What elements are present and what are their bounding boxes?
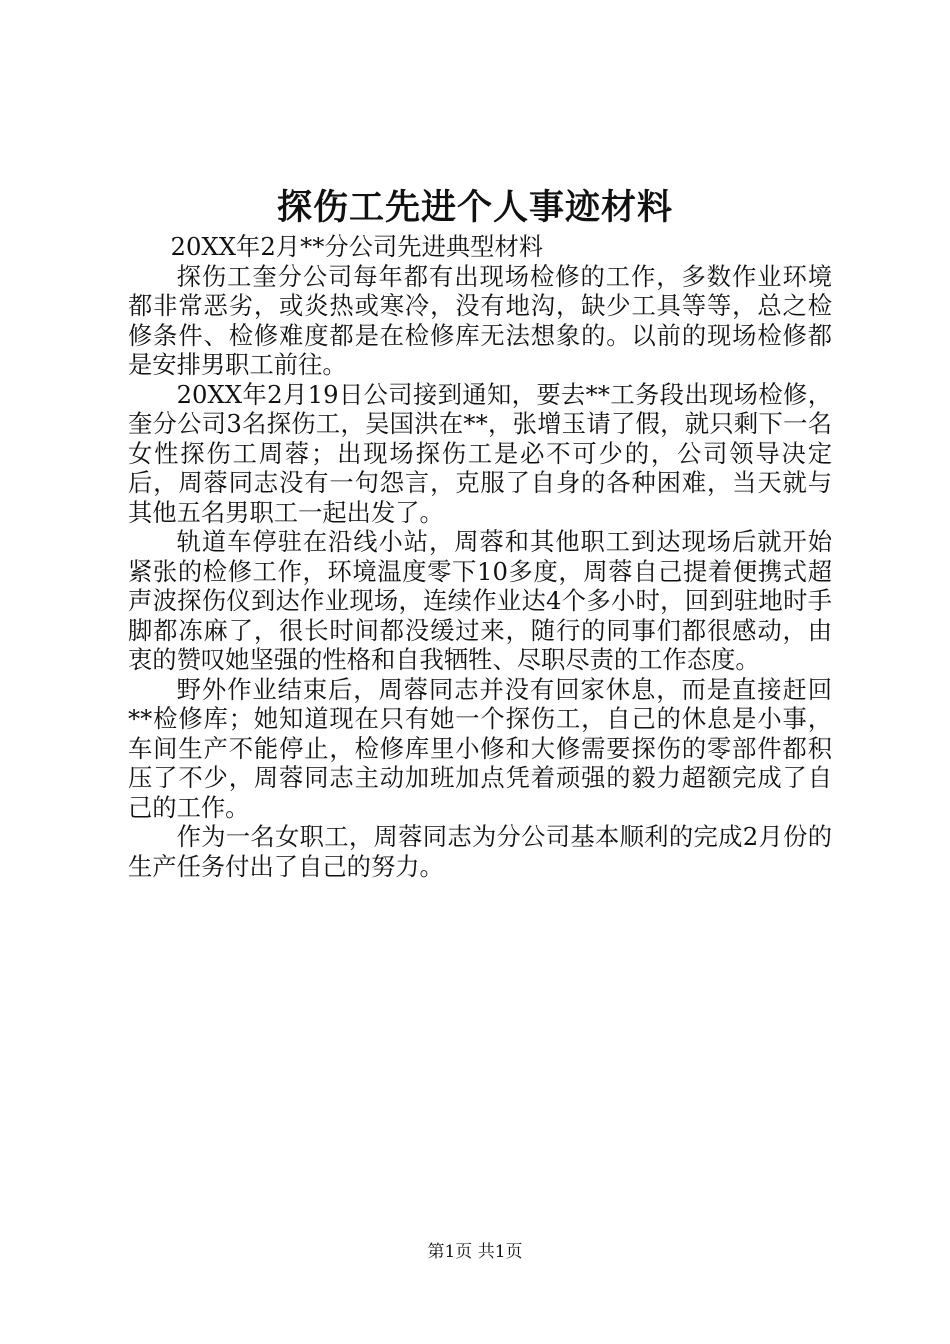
body-paragraph: 野外作业结束后，周蓉同志并没有回家休息，而是直接赶回**检修库；她知道现在只有她一个探伤工，自己的休息是小事，车间生产不能停止，检修库里小修和大修需要探伤的零部件都积压了不少，周蓉同志主动加班加点凭着顽强的毅力超额完成了自己的工作。 [128, 674, 832, 822]
body-paragraph: 轨道车停驻在沿线小站，周蓉和其他职工到达现场后就开始紧张的检修工作，环境温度零下10多度，周蓉自己提着便携式超声波探伤仪到达作业现场，连续作业达4个多小时，回到驻地时手脚都冻麻了，很长时间都没缓过来，随行的同事们都很感动，由衷的赞叹她坚强的性格和自我牺牲、尽职尽责的工作态度。 [128, 527, 832, 674]
body-paragraph: 20XX年2月19日公司接到通知，要去**工务段出现场检修，奎分公司3名探伤工，吴国洪在**，张增玉请了假，就只剩下一名女性探伤工周蓉；出现场探伤工是必不可少的，公司领导决定后，周蓉同志没有一句怨言，克服了自身的各种困难，当天就与其他五名男职工一起出发了。 [128, 379, 832, 527]
document-body [128, 232, 832, 881]
body-paragraph: 探伤工奎分公司每年都有出现场检修的工作，多数作业环境都非常恶劣，或炎热或寒冷，没有地沟，缺少工具等等，总之检修条件、检修难度都是在检修库无法想象的。以前的现场检修都是安排男职工前往。 [128, 261, 832, 379]
body-paragraph: 作为一名女职工，周蓉同志为分公司基本顺利的完成2月份的生产任务付出了自己的努力。 [128, 822, 832, 881]
subtitle-paragraph: 20XX年2月**分公司先进典型材料 [170, 232, 544, 261]
document-title: 探伤工先进个人事迹材料 [276, 187, 673, 228]
page-footer: 第1页 共1页 [427, 1242, 523, 1262]
